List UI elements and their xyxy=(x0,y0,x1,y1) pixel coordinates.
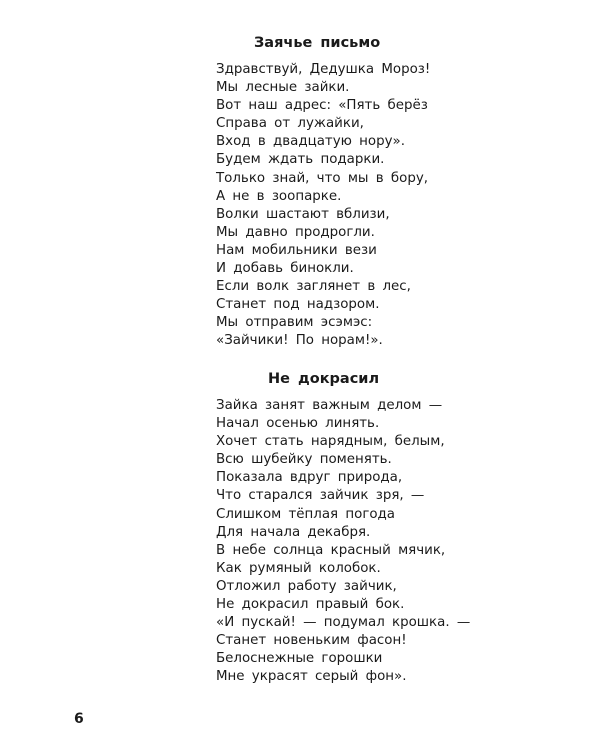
poem-line: Мы давно продрогли. xyxy=(216,224,375,240)
poem-line: Отложил работу зайчик, xyxy=(216,578,397,594)
poem-line: Справа от лужайки, xyxy=(216,116,364,132)
poem-line: Если волк заглянет в лес, xyxy=(216,279,411,295)
poem-line: Вот наш адрес: «Пять берёз xyxy=(216,98,428,114)
poem-lines xyxy=(216,61,516,351)
poem-line: Мы отправим эсэмэс: xyxy=(216,315,373,331)
poem-line: Нам мобильники вези xyxy=(216,242,377,258)
poem-line: Как румяный колобок. xyxy=(216,560,381,576)
poem-line: Станет новеньким фасон! xyxy=(216,633,407,649)
poem-ne-dokrasil xyxy=(216,370,516,687)
poem-line: Мы лесные зайки. xyxy=(216,80,350,96)
poem-line: Слишком тёплая погода xyxy=(216,506,396,522)
poem-lines xyxy=(216,397,516,687)
poem-line: Только знай, что мы в бору, xyxy=(216,170,429,186)
poem-line: Начал осенью линять. xyxy=(216,416,380,432)
poem-title: Не докрасил xyxy=(268,371,380,387)
poem-line: Белоснежные горошки xyxy=(216,651,383,667)
poem-line: Будем ждать подарки. xyxy=(216,152,385,168)
poem-zayachye-pismo xyxy=(216,34,516,351)
poem-line: Всю шубейку поменять. xyxy=(216,452,392,468)
poem-title: Заячье письмо xyxy=(254,35,381,51)
page-number: 6 xyxy=(74,711,84,727)
poem-line: Хочет стать нарядным, белым, xyxy=(216,434,445,450)
poem-line: Станет под надзором. xyxy=(216,297,380,313)
poem-line: Не докрасил правый бок. xyxy=(216,597,405,613)
poem-line: Волки шастают вблизи, xyxy=(216,206,390,222)
poem-line: В небе солнца красный мячик, xyxy=(216,542,446,558)
poem-line: И добавь бинокли. xyxy=(216,261,354,277)
poem-line: «Зайчики! По норам!». xyxy=(216,333,383,349)
poem-line: Что старался зайчик зря, — xyxy=(216,488,425,504)
poem-line: Здравствуй, Дедушка Мороз! xyxy=(216,62,431,77)
poem-line: Для начала декабря. xyxy=(216,524,371,540)
poem-line: А не в зоопарке. xyxy=(216,188,342,204)
poem-line: Вход в двадцатую нору». xyxy=(216,134,405,150)
poem-line: «И пускай! — подумал крошка. — xyxy=(216,615,471,631)
poem-line: Показала вдруг природа, xyxy=(216,470,403,486)
poem-line: Мне украсят серый фон». xyxy=(216,669,407,685)
poem-line: Зайка занят важным делом — xyxy=(216,398,443,413)
